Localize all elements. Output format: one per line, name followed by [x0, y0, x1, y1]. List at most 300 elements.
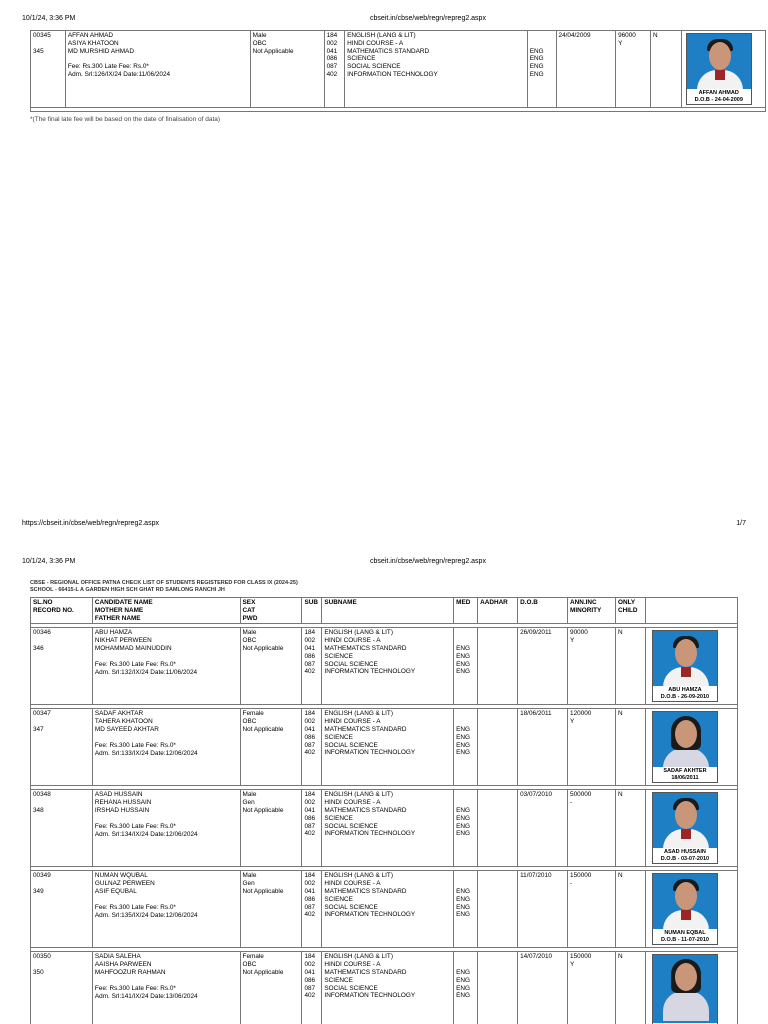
candidate-table-page2 [30, 597, 738, 1024]
serial-cell [31, 31, 66, 108]
sub-name: SOCIAL SCIENCE [324, 660, 378, 668]
medium-value: ENG [456, 741, 470, 749]
mother-name: REHANA HUSSAIN [94, 799, 152, 807]
sub-name: ENGLISH (LANG & LIT) [324, 710, 393, 718]
sub-code: 002 [304, 637, 316, 645]
admission-text: Adm. Srl:133/IX/24 Date:12/06/2024 [94, 749, 198, 757]
admission-text: Adm. Srl:134/IX/24 Date:12/06/2024 [94, 830, 198, 838]
medium-value: ENG [456, 887, 470, 895]
serial-number: 00348 [33, 791, 51, 799]
sub-code: 087 [326, 63, 338, 71]
sub-name: SCIENCE [347, 55, 376, 63]
sub-code: 402 [304, 911, 316, 919]
dob-cell [518, 871, 568, 948]
col-slno: SL.NO RECORD NO. [31, 598, 93, 624]
col-sex: SEX CAT PWD [240, 598, 302, 624]
medium-value [456, 880, 475, 888]
fee-text: Fee: Rs.300 Late Fee: Rs.0* [94, 984, 176, 992]
report-title: CBSE - REGIONAL OFFICE PATNA CHECK LIST OF STUDENTS REGISTERED FOR CLASS IX (2024-25) [30, 580, 298, 586]
sub-code: 041 [304, 887, 316, 895]
mother-name: NIKHAT PERWEEN [94, 637, 152, 645]
dob-cell [518, 628, 568, 705]
sub-code: 086 [304, 652, 316, 660]
medium-value: ENG [456, 895, 470, 903]
income-value: 90000 [570, 629, 588, 637]
sub-code: 086 [304, 733, 316, 741]
photo-cell [645, 871, 737, 948]
medium-value: ENG [456, 814, 470, 822]
sub-codes-cell [302, 871, 322, 948]
col-names: CANDIDATE NAME MOTHER NAME FATHER NAME [92, 598, 240, 624]
med-cell [454, 628, 478, 705]
medium-value: ENG [456, 652, 470, 660]
sub-code: 184 [304, 710, 316, 718]
sub-code: 041 [304, 968, 316, 976]
sub-code: 041 [304, 806, 316, 814]
sub-code: 184 [304, 791, 316, 799]
admission-text: Adm. Srl:141/IX/24 Date:13/06/2024 [94, 992, 198, 1000]
sub-name: SCIENCE [324, 652, 353, 660]
sub-names-cell [345, 31, 528, 108]
sub-code: 087 [304, 822, 316, 830]
sub-name: ENGLISH (LANG & LIT) [347, 32, 416, 39]
col-subname: SUBNAME [322, 598, 454, 624]
pwd-value: Not Applicable [252, 47, 294, 55]
candidate-photo [652, 954, 718, 1024]
income-value: 500000 [570, 791, 592, 799]
sub-code: 002 [304, 961, 316, 969]
med-cell [454, 952, 478, 1024]
sub-name: INFORMATION TECHNOLOGY [324, 911, 416, 919]
serial-number: 00350 [33, 953, 51, 961]
table-row [31, 709, 738, 786]
print-footer-page: 1/7 [736, 520, 746, 527]
col-only-child: ONLY CHILD [615, 598, 645, 624]
income-cell [568, 871, 616, 948]
sub-codes-cell [302, 790, 322, 867]
sub-name: MATHEMATICS STANDARD [324, 725, 407, 733]
sub-code: 402 [326, 70, 338, 78]
photo-cell [681, 31, 765, 108]
admission-text: Adm. Srl:126/IX/24 Date:11/06/2024 [67, 71, 171, 79]
sub-code: 184 [326, 32, 338, 39]
medium-value [456, 953, 475, 961]
medium-value [456, 629, 475, 637]
name-cell [92, 628, 240, 705]
aadhar-cell [478, 871, 518, 948]
sex-cat-cell [240, 709, 302, 786]
photo-dob-label: D.O.B - 11-07-2010 [660, 936, 709, 943]
sub-code: 002 [304, 718, 316, 726]
medium-value [456, 637, 475, 645]
income-value: 150000 [570, 953, 592, 961]
col-income: ANN.INC MINORITY [568, 598, 616, 624]
medium-value: ENG [456, 733, 470, 741]
father-name: ASIF EQUBAL [94, 887, 137, 895]
table-header-row [31, 598, 738, 624]
sub-codes-cell [302, 952, 322, 1024]
sex-value: Male [242, 791, 257, 799]
father-name: MD MURSHID AHMAD [67, 47, 134, 55]
sub-names-cell [322, 628, 454, 705]
minority-value: - [570, 880, 573, 888]
income-cell [616, 31, 651, 108]
dob-value: 24/04/2009 [558, 32, 591, 39]
photo-name-label: SADAF AKHTER [663, 768, 707, 775]
fee-text: Fee: Rs.300 Late Fee: Rs.0* [94, 660, 176, 668]
sub-name: SOCIAL SCIENCE [347, 63, 401, 71]
income-value: 96000 [618, 32, 636, 39]
photo-cell [645, 952, 737, 1024]
minority-value: Y [570, 718, 575, 726]
pwd-value: Not Applicable [242, 644, 284, 652]
category-value: OBC [252, 39, 267, 47]
sub-name: INFORMATION TECHNOLOGY [324, 668, 416, 676]
only-child-value: N [617, 953, 623, 961]
sub-name: INFORMATION TECHNOLOGY [324, 830, 416, 838]
only-child-cell [615, 709, 645, 786]
medium-value: ENG [456, 644, 470, 652]
aadhar-cell [478, 952, 518, 1024]
sub-name: HINDI COURSE - A [324, 718, 381, 726]
fee-text: Fee: Rs.300 Late Fee: Rs.0* [94, 903, 176, 911]
medium-value: ENG [456, 968, 470, 976]
serial-cell [31, 709, 93, 786]
print-page-2 [0, 550, 768, 1024]
sub-name: INFORMATION TECHNOLOGY [324, 749, 416, 757]
print-footer-url: https://cbseit.in/cbse/web/regn/repreg2.aspx [22, 520, 159, 527]
col-dob: D.O.B [518, 598, 568, 624]
category-value: OBC [242, 961, 257, 969]
pwd-value: Not Applicable [242, 806, 284, 814]
print-header-url: cbseit.in/cbse/web/regn/repreg2.aspx [370, 558, 486, 565]
serial-cell [31, 628, 93, 705]
serial-cell [31, 871, 93, 948]
father-name: IRSHAD HUSSAIN [94, 806, 150, 814]
photo-name-label: ABU HAMZA [668, 687, 702, 694]
income-cell [568, 628, 616, 705]
sex-value: Male [252, 32, 267, 39]
aadhar-cell [478, 709, 518, 786]
record-number: 345 [33, 47, 44, 55]
sub-name: ENGLISH (LANG & LIT) [324, 953, 393, 961]
sub-code: 002 [304, 799, 316, 807]
medium-value: ENG [529, 70, 544, 78]
candidate-name: SADAF AKHTAR [94, 710, 144, 718]
minority-value: Y [618, 39, 623, 47]
sub-code: 087 [304, 660, 316, 668]
medium-value [456, 799, 475, 807]
name-cell [92, 871, 240, 948]
sub-code: 086 [304, 895, 316, 903]
sub-code: 086 [304, 976, 316, 984]
sex-value: Female [242, 953, 264, 961]
minority-value: Y [570, 637, 575, 645]
sex-value: Male [242, 629, 257, 637]
father-name: MD SAYEED AKHTAR [94, 725, 159, 733]
sub-name: ENGLISH (LANG & LIT) [324, 791, 393, 799]
candidate-name: SADIA SALEHA [94, 953, 141, 961]
income-cell [568, 952, 616, 1024]
sub-code: 087 [304, 741, 316, 749]
med-cell [527, 31, 556, 108]
medium-value: ENG [456, 806, 470, 814]
sub-code: 002 [304, 880, 316, 888]
father-name: MOHAMMAD MAINUDDIN [94, 644, 172, 652]
mother-name: ASIYA KHATOON [67, 39, 119, 47]
sub-code: 087 [304, 984, 316, 992]
sub-name: MATHEMATICS STANDARD [347, 47, 430, 55]
sub-codes-cell [302, 628, 322, 705]
report-caption [30, 580, 298, 594]
serial-number: 00346 [33, 629, 51, 637]
sub-name: ENGLISH (LANG & LIT) [324, 872, 393, 880]
sub-name: INFORMATION TECHNOLOGY [347, 70, 438, 78]
sub-name: ENGLISH (LANG & LIT) [324, 629, 393, 637]
col-aadhar: AADHAR [478, 598, 518, 624]
aadhar-cell [478, 628, 518, 705]
sub-name: MATHEMATICS STANDARD [324, 887, 407, 895]
photo-dob-label: D.O.B - 03-07-2010 [660, 855, 710, 862]
sub-name: SCIENCE [324, 814, 353, 822]
pwd-value: Not Applicable [242, 887, 284, 895]
category-value: Gen [242, 799, 255, 807]
print-header-url: cbseit.in/cbse/web/regn/repreg2.aspx [370, 15, 486, 22]
photo-cell [645, 628, 737, 705]
record-number: 349 [33, 888, 44, 896]
sub-name: HINDI COURSE - A [347, 39, 404, 47]
candidate-name: AFFAN AHMAD [67, 32, 113, 39]
sub-code: 184 [304, 629, 316, 637]
candidate-name: ASAD HUSSAIN [94, 791, 143, 799]
candidate-name: NUMAN WQUBAL [94, 872, 148, 880]
income-value: 120000 [570, 710, 592, 718]
only-child-value: N [617, 791, 623, 799]
sub-names-cell [322, 871, 454, 948]
medium-value: ENG [529, 63, 544, 71]
dob-value: 26/09/2011 [520, 629, 552, 637]
dob-cell [556, 31, 616, 108]
table-row [31, 31, 766, 108]
income-cell [568, 790, 616, 867]
record-number: 346 [33, 645, 44, 653]
fee-text: Fee: Rs.300 Late Fee: Rs.0* [94, 822, 176, 830]
mother-name: TAHERA KHATOON [94, 718, 153, 726]
medium-value: ENG [529, 55, 544, 63]
medium-value: ENG [456, 992, 470, 1000]
minority-value: - [570, 799, 573, 807]
late-fee-note: *(The final late fee will be based on the date of finalisation of data) [30, 116, 221, 123]
medium-value: ENG [456, 725, 470, 733]
table-row [31, 952, 738, 1024]
sub-name: MATHEMATICS STANDARD [324, 968, 407, 976]
sub-name: HINDI COURSE - A [324, 961, 381, 969]
candidate-photo [652, 792, 718, 864]
only-child-cell [650, 31, 681, 108]
father-name: MAHFOOZUR RAHMAN [94, 968, 166, 976]
candidate-photo [686, 33, 752, 105]
sub-code: 041 [326, 47, 338, 55]
medium-value [456, 872, 475, 880]
sub-code: 184 [304, 872, 316, 880]
medium-value: ENG [456, 903, 470, 911]
category-value: OBC [242, 718, 257, 726]
pwd-value: Not Applicable [242, 725, 284, 733]
medium-value: ENG [456, 984, 470, 992]
sub-code: 041 [304, 644, 316, 652]
sub-code: 402 [304, 668, 316, 676]
sex-cat-cell [240, 628, 302, 705]
serial-cell [31, 952, 93, 1024]
dob-cell [518, 790, 568, 867]
photo-dob-label: D.O.B - 24-04-2009 [694, 96, 743, 103]
income-cell [568, 709, 616, 786]
photo-name-label: NUMAN EQBAL [664, 930, 706, 937]
medium-value: ENG [456, 911, 470, 919]
col-sub: SUB [302, 598, 322, 624]
sub-name: SOCIAL SCIENCE [324, 822, 378, 830]
medium-value [456, 718, 475, 726]
sub-code: 402 [304, 749, 316, 757]
candidate-photo [652, 630, 718, 702]
only-child-value: N [617, 629, 623, 637]
med-cell [454, 871, 478, 948]
sub-code: 184 [304, 953, 316, 961]
income-value: 150000 [570, 872, 592, 880]
photo-dob-label: D.O.B - 26-09-2010 [660, 693, 710, 700]
sub-names-cell [322, 790, 454, 867]
record-number: 350 [33, 969, 44, 977]
admission-text: Adm. Srl:132/IX/24 Date:11/06/2024 [94, 668, 198, 676]
sub-codes-cell [302, 709, 322, 786]
record-number: 348 [33, 807, 44, 815]
category-value: OBC [242, 637, 257, 645]
candidate-name: ABU HAMZA [94, 629, 133, 637]
minority-value: Y [570, 961, 575, 969]
dob-cell [518, 952, 568, 1024]
medium-value: ENG [456, 660, 470, 668]
photo-cell [645, 790, 737, 867]
dob-cell [518, 709, 568, 786]
sub-names-cell [322, 952, 454, 1024]
candidate-photo [652, 873, 718, 945]
print-header-datetime: 10/1/24, 3:36 PM [22, 15, 76, 22]
sub-names-cell [322, 709, 454, 786]
fee-text: Fee: Rs.300 Late Fee: Rs.0* [67, 63, 149, 71]
sub-name: MATHEMATICS STANDARD [324, 644, 407, 652]
sub-name: SOCIAL SCIENCE [324, 903, 378, 911]
medium-value [456, 961, 475, 969]
sub-name: HINDI COURSE - A [324, 799, 381, 807]
medium-value [456, 791, 475, 799]
serial-number: 00347 [33, 710, 51, 718]
only-child-value: N [617, 710, 623, 718]
med-cell [454, 709, 478, 786]
name-cell [65, 31, 250, 108]
med-cell [454, 790, 478, 867]
photo-name-label: AFFAN AHMAD [698, 90, 739, 96]
record-number: 347 [33, 726, 44, 734]
sub-name: HINDI COURSE - A [324, 880, 381, 888]
name-cell [92, 790, 240, 867]
print-header-datetime: 10/1/24, 3:36 PM [22, 558, 76, 565]
medium-value: ENG [529, 47, 544, 55]
sub-code: 002 [326, 39, 338, 47]
sub-name: INFORMATION TECHNOLOGY [324, 992, 416, 1000]
table-row [31, 790, 738, 867]
medium-value: ENG [456, 749, 470, 757]
sub-name: SCIENCE [324, 976, 353, 984]
dob-value: 11/07/2010 [520, 872, 552, 880]
medium-value: ENG [456, 976, 470, 984]
only-child-value: N [652, 32, 658, 39]
candidate-table-page1 [30, 30, 766, 112]
sub-code: 041 [304, 725, 316, 733]
dob-value: 14/07/2010 [520, 953, 553, 961]
photo-cell [645, 709, 737, 786]
dob-value: 18/06/2011 [520, 710, 552, 718]
name-cell [92, 709, 240, 786]
sub-code: 402 [304, 830, 316, 838]
sub-code: 086 [304, 814, 316, 822]
pwd-value: Not Applicable [242, 968, 284, 976]
table-row [31, 628, 738, 705]
aadhar-cell [478, 790, 518, 867]
sub-code: 402 [304, 992, 316, 1000]
medium-value: ENG [456, 830, 470, 838]
sex-cat-cell [240, 871, 302, 948]
sub-codes-cell [324, 31, 345, 108]
serial-cell [31, 790, 93, 867]
only-child-cell [615, 790, 645, 867]
sex-cat-cell [250, 31, 324, 108]
dob-value: 03/07/2010 [520, 791, 553, 799]
sex-cat-cell [240, 952, 302, 1024]
sub-name: SCIENCE [324, 895, 353, 903]
name-cell [92, 952, 240, 1024]
only-child-cell [615, 628, 645, 705]
sub-name: MATHEMATICS STANDARD [324, 806, 407, 814]
candidate-photo [652, 711, 718, 783]
photo-name-label: ASAD HUSSAIN [664, 849, 706, 856]
col-photo [645, 598, 737, 624]
school-line: SCHOOL - 66415-L A GARDEN HIGH SCH GHAT RD SAMLONG RANCHI JH [30, 587, 225, 593]
sub-name: SOCIAL SCIENCE [324, 984, 378, 992]
category-value: Gen [242, 880, 255, 888]
medium-value: ENG [456, 668, 470, 676]
photo-dob-label: 18/06/2011 [671, 774, 699, 781]
only-child-cell [615, 871, 645, 948]
sub-code: 087 [304, 903, 316, 911]
fee-text: Fee: Rs.300 Late Fee: Rs.0* [94, 741, 176, 749]
mother-name: GULNAZ PERWEEN [94, 880, 155, 888]
sex-value: Female [242, 710, 264, 718]
sub-name: HINDI COURSE - A [324, 637, 381, 645]
table-row [31, 871, 738, 948]
serial-number: 00345 [33, 32, 51, 39]
col-med: MED [454, 598, 478, 624]
admission-text: Adm. Srl:135/IX/24 Date:12/06/2024 [94, 911, 198, 919]
sub-name: SOCIAL SCIENCE [324, 741, 378, 749]
mother-name: AAISHA PARWEEN [94, 961, 152, 969]
sub-code: 086 [326, 55, 338, 63]
medium-value [456, 710, 475, 718]
serial-number: 00349 [33, 872, 51, 880]
medium-value: ENG [456, 822, 470, 830]
only-child-value: N [617, 872, 623, 880]
sex-cat-cell [240, 790, 302, 867]
sub-name: SCIENCE [324, 733, 353, 741]
